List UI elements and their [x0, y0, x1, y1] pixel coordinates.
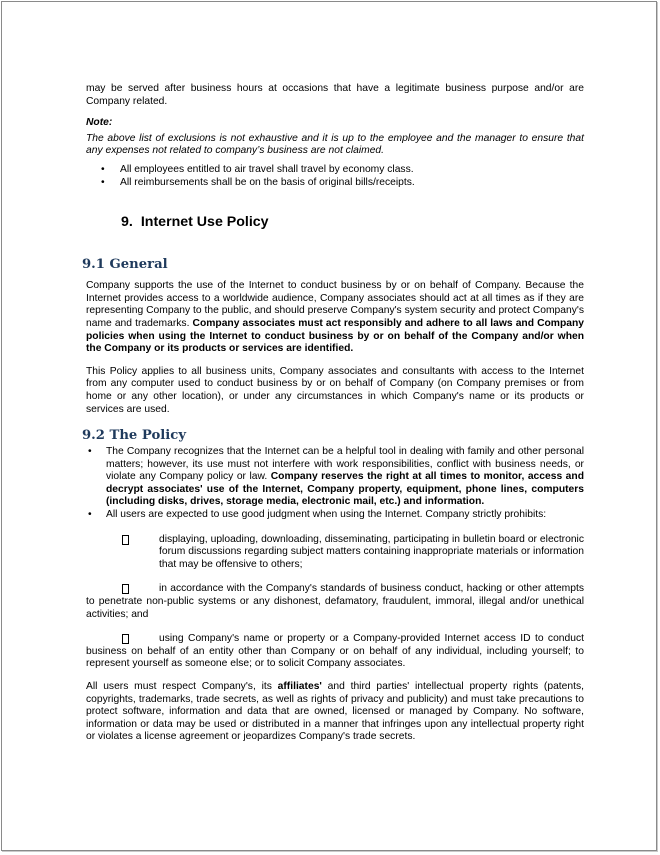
note-title: Note:	[86, 117, 113, 129]
note-text: The above list of exclusions is not exhaustive and it is up to the employee and the manager to ensure that any expenses not related to company’s business are not claimed.	[86, 132, 584, 157]
section-number: 9.	[121, 214, 133, 231]
prohibited-item-3: using Company's name or property or a Company-provided Internet access ID to conduct business on behalf of an entity other than Company or on behalf of any individual, including yourself; to represent yourself as someone else; or to solicit Company associates.	[86, 633, 584, 670]
note-bullet-list	[86, 164, 584, 189]
checkbox-glyph-icon	[122, 535, 129, 545]
bullet-icon: •	[88, 509, 92, 521]
general-paragraph-2: This Policy applies to all business units, Company associates and consultants with access to the Internet from any computer used to conduct business by or on behalf of Company (on Company premises or from home or any other location), or under any circumstances in which Company's name or its products or services are used.	[86, 365, 584, 415]
general-paragraph-1: Company supports the use of the Internet to conduct business by or on behalf of Company. Because the Internet provides access to a worldwide audience, Company associates should act at all times as if they are representing Company to the public, and should preserve Company's system security and protect Company's name and trademarks. Company associates must act responsibly and adhere to all laws and Company policies when using the Internet to conduct business by or on behalf of the Company and/or when the Company or its products or services are identified.	[86, 280, 584, 355]
bullet-icon: •	[101, 163, 105, 175]
bullet-icon: •	[88, 446, 92, 458]
list-item: • The Company recognizes that the Internet can be a helpful tool in dealing with family and other personal matters; however, its use must not interfere with work responsibilities, conflict with business needs, or violate any Company policy or law. Company reserves the right at all times to monitor, access and decrypt associates' use of the Internet, Company property, equipment, phone lines, computers (including disks, drives, storage media, electronic mail, etc.) and information.	[88, 446, 584, 508]
prohibited-item-2: in accordance with the Company's standards of business conduct, hacking or other attempts to penetrate non-public systems or any dishonest, defamatory, fraudulent, immoral, illegal and/or unethical activities; and	[86, 583, 584, 620]
bullet-icon: •	[101, 176, 105, 188]
section-title: Internet Use Policy	[140, 214, 269, 231]
general-heading: 9.1 General	[82, 257, 168, 273]
prohibited-item-1: displaying, uploading, downloading, disseminating, participating in bulletin board or electronic forum discussions regarding subject matters containing inappropriate materials or information that may be offensive to others;	[86, 534, 584, 572]
checkbox-glyph-icon	[122, 584, 129, 594]
intro-paragraph: may be served after business hours at occasions that have a legitimate business purpose and/or are Company related.	[86, 83, 584, 107]
closing-paragraph: All users must respect Company's, its affiliates' and third parties' intellectual property rights (patents, copyrights, trademarks, trade secrets, as well as rights of privacy and publicity) and must take precautions to protect software, information and data that are owned, licensed or managed by Company. No software, information or data may be used or distributed in a manner that infringes upon any intellectual property right or violates a license agreement or jeopardizes Company's trade secrets.	[86, 681, 584, 743]
document-page	[1, 1, 657, 851]
checkbox-glyph-icon	[122, 634, 129, 644]
list-item: • All employees entitled to air travel shall travel by economy class.	[101, 163, 414, 175]
page-content	[82, 83, 584, 744]
list-item: • All users are expected to use good judgment when using the Internet. Company strictly prohibits:	[88, 509, 547, 521]
policy-heading: 9.2 The Policy	[82, 428, 186, 444]
section-heading	[121, 213, 584, 231]
policy-bullet-list	[86, 446, 584, 522]
list-item: • All reimbursements shall be on the basis of original bills/receipts.	[101, 176, 415, 188]
